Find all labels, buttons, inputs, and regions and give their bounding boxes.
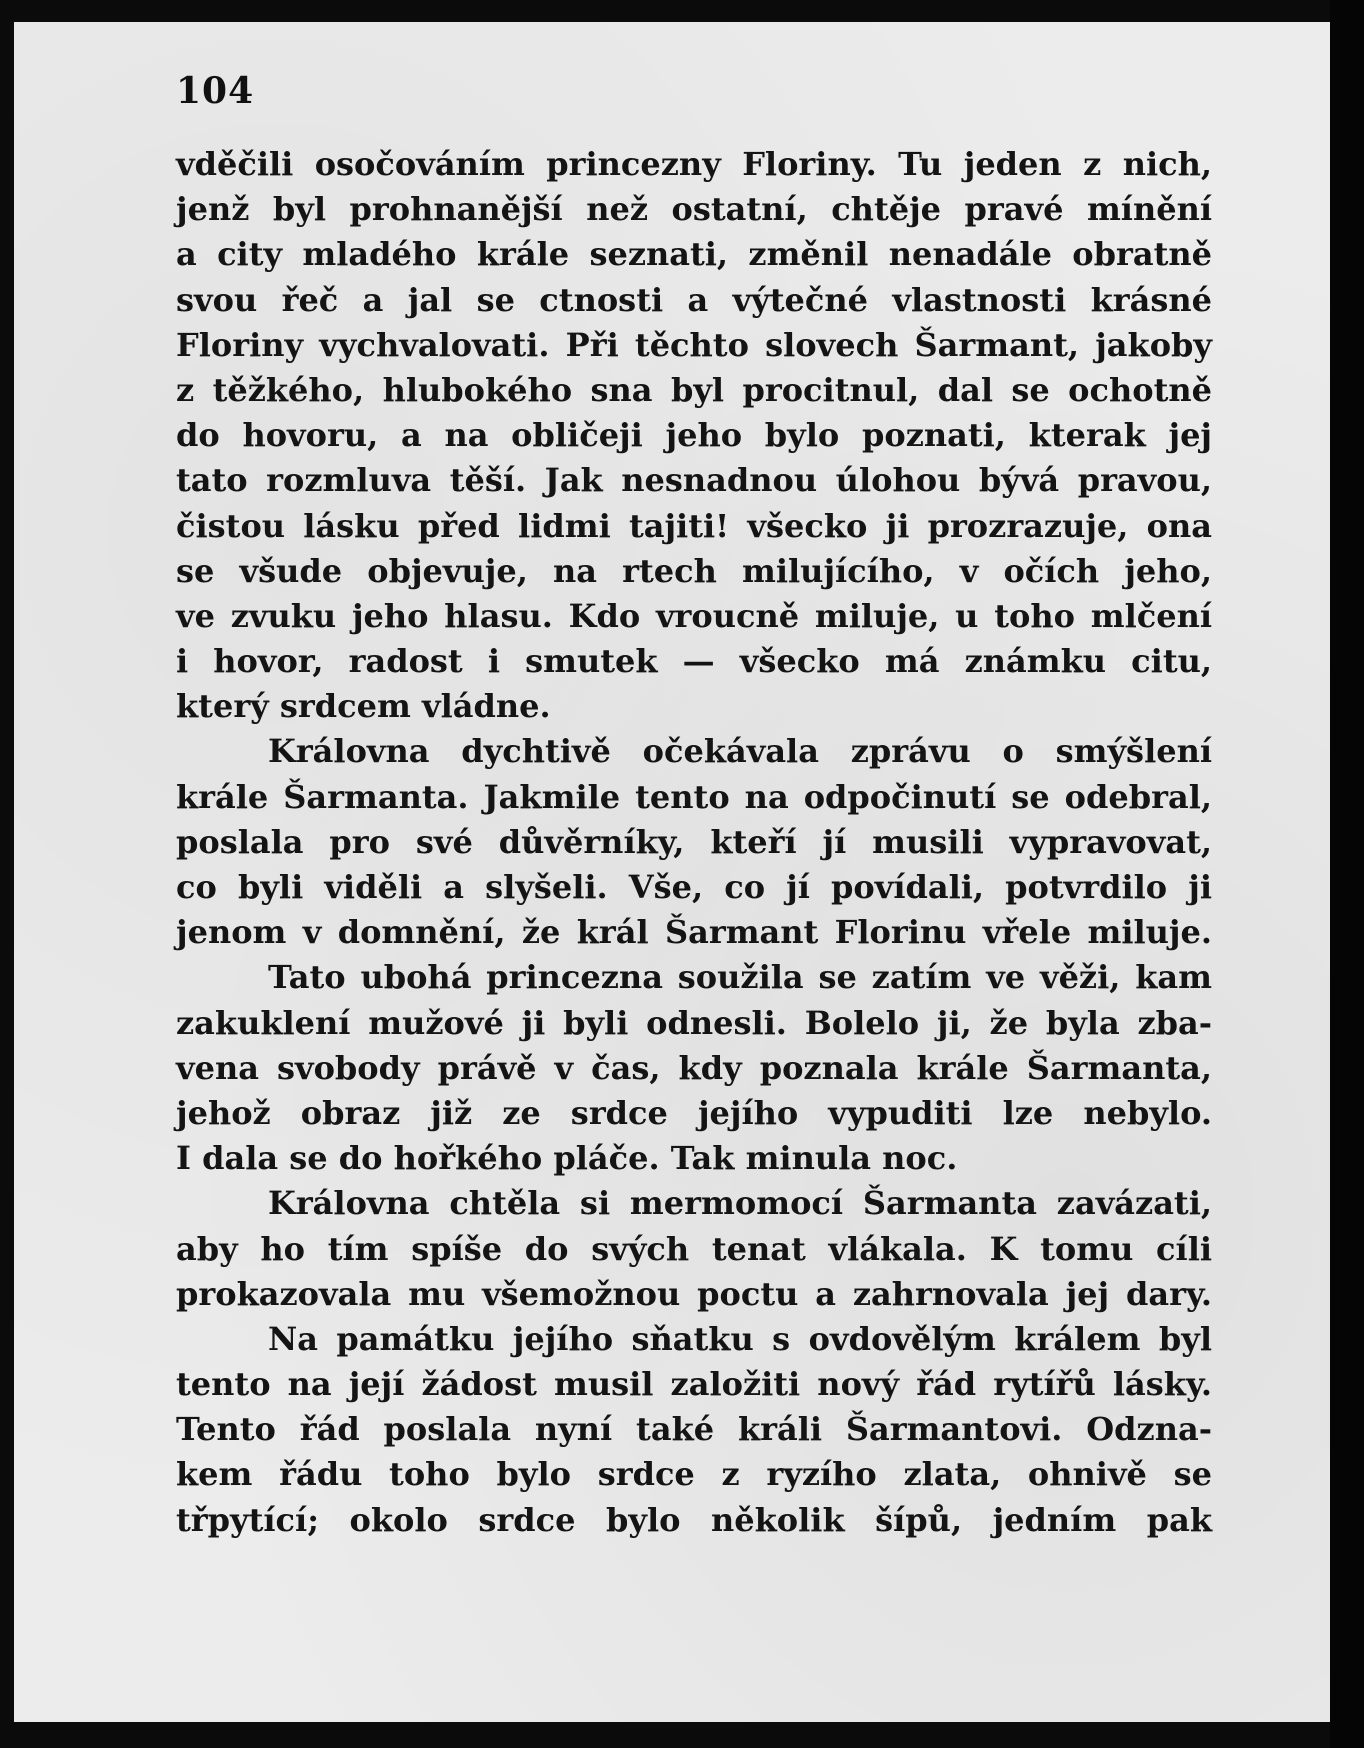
text-line: krále Šarmanta. Jakmile tento na odpočinutí se odebral,	[176, 777, 1212, 816]
text-line: Floriny vychvalovati. Při těchto slovech Šarmant, jakoby	[176, 325, 1212, 364]
scan-border	[1330, 0, 1364, 1748]
text-line: poslala pro své důvěrníky, kteří jí musili vypravovat,	[176, 822, 1212, 861]
text-line: co byli viděli a slyšeli. Vše, co jí povídali, potvrdilo ji	[176, 868, 1212, 906]
text-line: i hovor, radost i smutek — všecko má známku citu,	[176, 642, 1212, 681]
text-line: Tato ubohá princezna soužila se zatím ve věži, kam	[268, 958, 1212, 997]
page-number: 104	[176, 70, 255, 112]
text-line: a city mladého krále seznati, změnil nenadále obratně	[176, 235, 1212, 274]
text-line: vděčili osočováním princezny Floriny. Tu jeden z nich,	[176, 145, 1212, 183]
text-line: Královna dychtivě očekávala zprávu o smýšlení	[268, 732, 1212, 771]
text-line: čistou lásku před lidmi tajiti! všecko ji prozrazuje, ona	[176, 506, 1212, 545]
text-line: ve zvuku jeho hlasu. Kdo vroucně miluje, u toho mlčení	[176, 596, 1212, 635]
text-line: svou řeč a jal se ctnosti a výtečné vlastnosti krásné	[176, 280, 1212, 319]
text-line: vena svobody právě v čas, kdy poznala krále Šarmanta,	[176, 1048, 1212, 1087]
text-line: třpytící; okolo srdce bylo několik šípů, jedním pak	[176, 1500, 1212, 1539]
text-line: zakuklení mužové ji byli odnesli. Bolelo ji, že byla zba-	[176, 1003, 1212, 1042]
text-line: se všude objevuje, na rtech milujícího, v očích jeho,	[176, 551, 1212, 590]
text-line: kem řádu toho bylo srdce z ryzího zlata, ohnivě se	[176, 1455, 1212, 1494]
text-line: aby ho tím spíše do svých tenat vlákala. K tomu cíli	[176, 1229, 1212, 1268]
text-line: tato rozmluva těší. Jak nesnadnou úlohou bývá pravou,	[176, 461, 1212, 500]
text-line: prokazovala mu všemožnou poctu a zahrnovala jej dary.	[176, 1274, 1212, 1313]
text-line: do hovoru, a na obličeji jeho bylo poznati, kterak jej	[176, 416, 1212, 455]
text-line: který srdcem vládne.	[176, 687, 551, 726]
text-line: Královna chtěla si mermomocí Šarmanta zavázati,	[268, 1184, 1212, 1223]
text-line: tento na její žádost musil založiti nový řád rytířů lásky.	[176, 1365, 1212, 1404]
text-line: jehož obraz již ze srdce jejího vypuditi lze nebylo.	[176, 1093, 1212, 1132]
body-text	[176, 142, 1212, 1543]
text-line: jenž byl prohnanější než ostatní, chtěje pravé mínění	[176, 190, 1212, 229]
text-line: jenom v domnění, že král Šarmant Florinu vřele miluje.	[176, 913, 1212, 952]
text-line: Tento řád poslala nyní také králi Šarmantovi. Odzna-	[176, 1410, 1212, 1449]
text-line: I dala se do hořkého pláče. Tak minula noc.	[176, 1139, 958, 1178]
text-line: Na památku jejího sňatku s ovdovělým králem byl	[268, 1319, 1212, 1358]
text-line: z těžkého, hlubokého sna byl procitnul, dal se ochotně	[176, 370, 1212, 409]
